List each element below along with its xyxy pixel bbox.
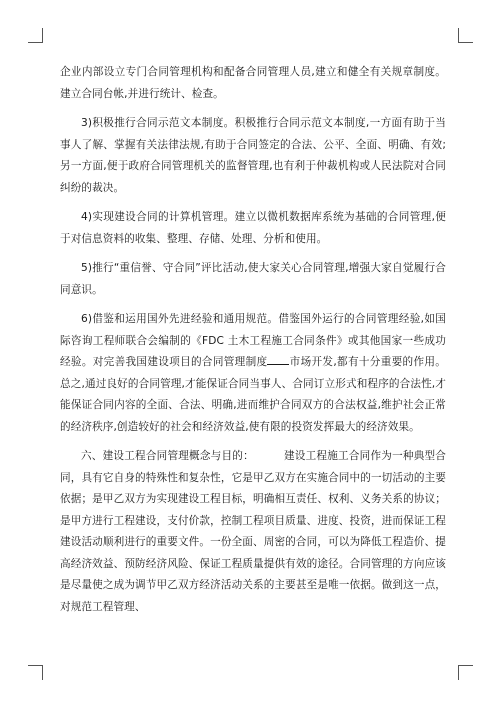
document-body [60, 62, 446, 626]
fill-in-blank [267, 353, 289, 365]
paragraph-item-6-part-1: 6)借鉴和运用国外先进经验和通用规范。借鉴国外运行的合同管理经验,如国际咨询工程师联合会编制的《FDC 土木工程施工合同条件》或其他国家一些成功经验。对完善我国建设项目的合同管理制度 [60, 313, 446, 368]
paragraph-item-6 [60, 309, 446, 438]
crop-mark-bottom-right [458, 665, 473, 680]
paragraph-continuation: 企业内部设立专门合同管理机构和配备合同管理人员,建立和健全有关规章制度。建立合同台帐,并进行统计、检查。 [60, 66, 446, 100]
section-6-paragraph [60, 446, 446, 618]
section-6-heading: 六、建设工程合同管理概念与目的： [81, 450, 254, 462]
section-6-body: 建设工程施工合同作为一种典型合同，具有它自身的特殊性和复杂性，它是甲乙双方在实施合同中的一切活动的主要依据；是甲乙双方为实现建设工程目标，明确相互责任、权利、义务关系的协议；是甲方进行工程建设，支付价款，控制工程项目质量、进度、投资，进而保证工程建设活动顺利进行的重要文件。一份全面、周密的合同，可以为降低工程造价、提高经济效益、预防经济风险、保证工程质量提供有效的途径。合同管理的方向应该是尽量使之成为调节甲乙双方经济活动关系的主要甚至是唯一依据。做到这一点，对规范工程管理、 [60, 450, 446, 613]
crop-mark-top-right [458, 28, 473, 43]
paragraph-item-3: 3)积极推行合同示范文本制度。积极推行合同示范文本制度,一方面有助于当事人了解、掌握有关法律法规,有助于合同签定的合法、公平、全面、明确、有效;另一方面,便于政府合同管理机关的监督管理,也有利于仲裁机构或人民法院对合同纠纷的裁决。 [60, 117, 446, 194]
crop-mark-top-left [28, 28, 43, 43]
paragraph-item-4: 4)实现建设合同的计算机管理。建立以微机数据库系统为基础的合同管理,便于对信息资料的收集、整理、存储、处理、分析和使用。 [60, 211, 446, 245]
paragraph-item-5: 5)推行“重信誉、守合同”评比活动,使大家关心合同管理,增强大家自觉履行合同意识。 [60, 262, 446, 296]
paragraph-item-6-part-2: 市场开发,都有十分重要的作用。总之,通过良好的合同管理,才能保证合同当事人、合同订立形式和程序的合法性,才能保证合同内容的全面、合法、明确,进而维护合同双方的合法权益,维护社会正常的经济秩序,创造较好的社会和经济效益,使有限的投资发挥最大的经济效果。 [60, 356, 446, 433]
crop-mark-bottom-left [28, 665, 43, 680]
